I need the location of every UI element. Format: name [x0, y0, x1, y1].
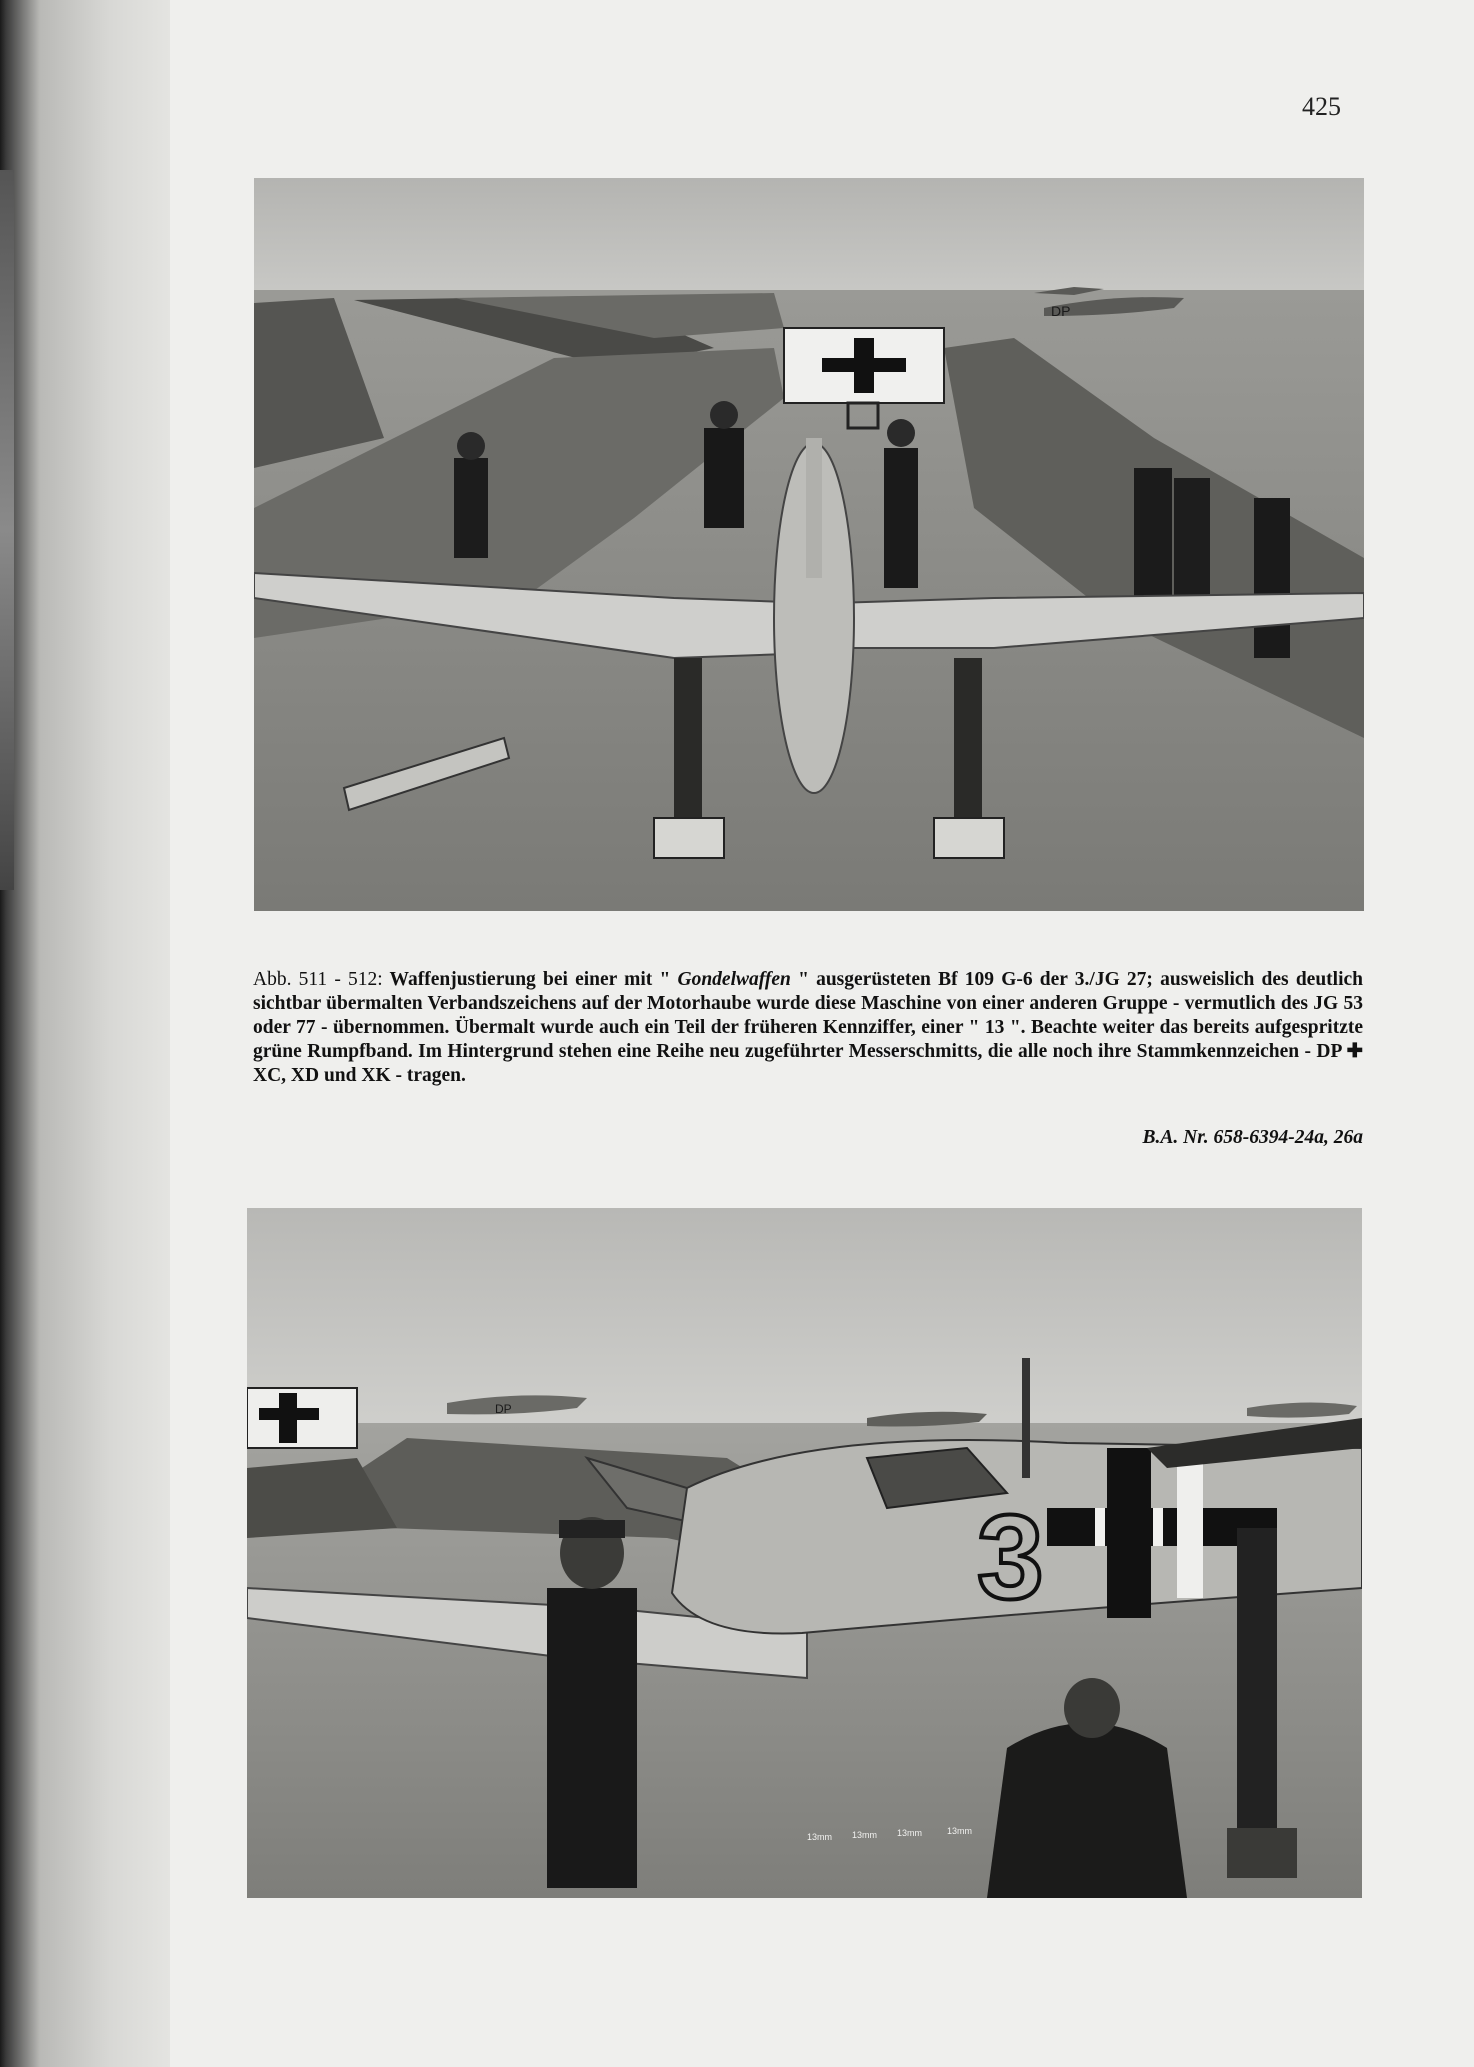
caption-italic-term: Gondelwaffen	[677, 969, 791, 990]
fuselage-number: 3	[977, 1490, 1044, 1624]
chain-label-2: 13mm	[852, 1830, 878, 1840]
photo-2-aircraft-code: DP	[495, 1402, 512, 1416]
book-binding-shadow	[0, 0, 170, 2067]
caption-text-part-1: Waffenjustierung bei einer mit "	[382, 969, 678, 990]
caption-text-part-2: " ausgerüsteten Bf 109 G-6 der 3./JG 27; ausweislich des deutlich sichtbar übermalten Verbandszeichens auf der Motorhaube wurde diese Maschine von einer anderen Gruppe - vermutlich des JG 53 oder 77 - übernommen. Übermalt wurde auch ein Teil der früheren Kennziffer, einer " 13 ". Beachte weiter das bereits aufgespritzte grüne Rumpfband. Im Hintergrund stehen eine Reihe neu zugeführter Messerschmitts, die alle noch ihre Stammkennzeichen - DP ✚ XC, XD und XK - tragen.	[253, 969, 1363, 1086]
chain-label-3: 13mm	[897, 1828, 923, 1838]
caption-figure-label: Abb. 511 - 512:	[253, 969, 383, 990]
page-number: 425	[1302, 92, 1341, 121]
photo-gun-alignment-stand	[254, 178, 1364, 911]
photo-credit: B.A. Nr. 658-6394-24a, 26a	[1142, 1127, 1363, 1148]
chain-label-4: 13mm	[947, 1826, 973, 1836]
photo-aircraft-with-crew	[247, 1208, 1362, 1898]
chain-label-1: 13mm	[807, 1832, 833, 1842]
facing-page-edge	[0, 170, 14, 890]
figure-caption	[253, 968, 1363, 1088]
photo-2-illustration	[247, 1208, 1362, 1898]
photo-1-illustration	[254, 178, 1364, 911]
photo-1-aircraft-code: DP	[1051, 303, 1071, 319]
